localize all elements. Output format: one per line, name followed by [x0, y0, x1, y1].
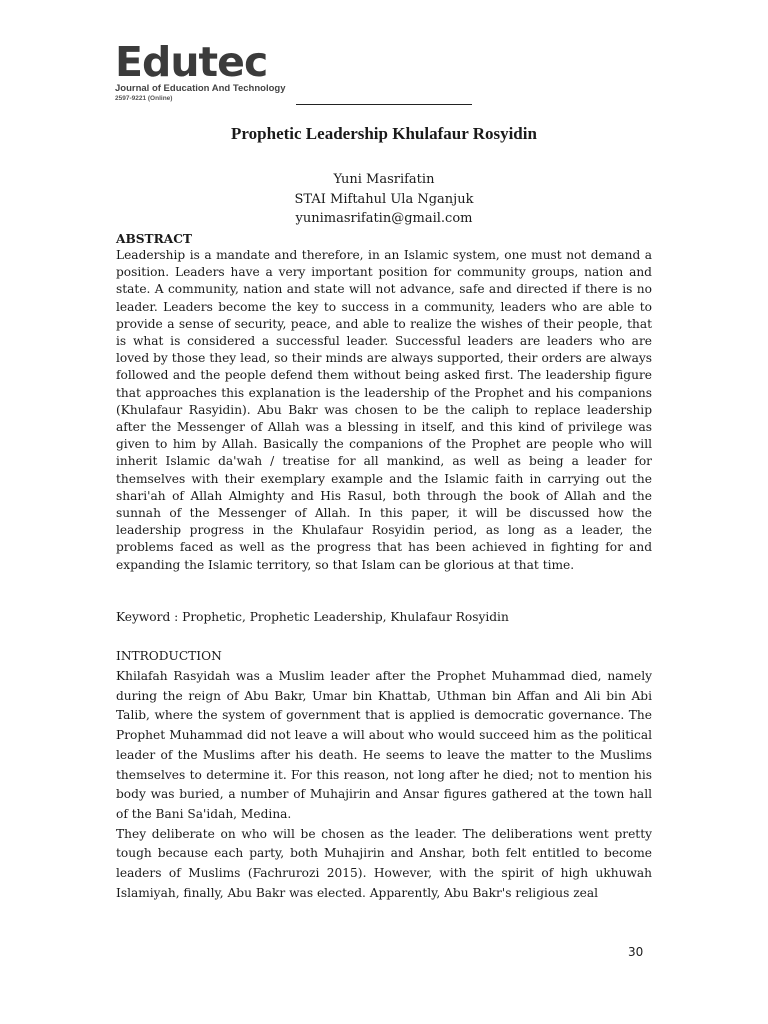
- introduction-paragraph: They deliberate on who will be chosen as the leader. The deliberations went pretty tough because each party, both Muhajirin and Anshar, both felt entitled to become leaders of Muslims (Fachrurozi 2015). However, with the spirit of high ukhuwah Islamiyah, finally, Abu Bakr was elected. Apparently, Abu Bakr's religious zeal: [116, 826, 652, 900]
- journal-subtitle: Journal of Education And Technology: [115, 83, 286, 94]
- author-affiliation: STAI Miftahul Ula Nganjuk: [294, 191, 474, 207]
- introduction-paragraph: Khilafah Rasyidah was a Muslim leader after the Prophet Muhammad died, namely during the reign of Abu Bakr, Umar bin Khattab, Uthman bin Affan and Ali bin Abi Talib, where the system of government that is applied is democratic governance. The Prophet Muhammad did not leave a will about who would succeed him as the political leader of the Muslims after his death. He seems to leave the matter to the Muslims themselves to determine it. For this reason, not long after he died; not to mention his body was buried, a number of Muhajirin and Ansar figures gathered at the town hall of the Bani Sa'idah, Medina.: [116, 669, 652, 821]
- page-number: 30: [628, 945, 644, 959]
- introduction-heading: INTRODUCTION: [116, 649, 222, 663]
- author-name: Yuni Masrifatin: [333, 172, 435, 187]
- header-divider: [296, 104, 472, 105]
- abstract-text: Leadership is a mandate and therefore, in an Islamic system, one must not demand a position. Leaders have a very important position for community groups, nation and state. A community, nation and state will not advance, safe and directed if there is no leader. Leaders become the key to success in a community, leaders who are able to provide a sense of security, peace, and able to realize the wishes of their people, that is what is considered a successful leader. Successful leaders are leaders who are loved by those they lead, so their minds are always supported, their orders are always followed and the people defend them without being asked first. The leadership figure that approaches this explanation is the leadership of the Prophet and his companions (Khulafaur Rasyidin). Abu Bakr was chosen to be the caliph to replace leadership after the Messenger of Allah was a blessing in itself, and this kind of privilege was given to him by Allah. Basically the companions of the Prophet are people who will inherit Islamic da'wah / treatise for all mankind, as well as being a leader for themselves with their exemplary example and the Islamic faith in carrying out the shari'ah of Allah Almighty and His Rasul, both through the book of Allah and the sunnah of the Messenger of Allah. In this paper, it will be discussed how the leadership progress in the Khulafaur Rosyidin period, as long as a leader, the problems faced as well as the progress that has been achieved in fighting for and expanding the Islamic territory, so that Islam can be glorious at that time.: [116, 248, 652, 572]
- author-block: [0, 170, 768, 229]
- journal-logo: [115, 38, 315, 103]
- journal-name: Edutec: [115, 38, 268, 86]
- author-email: yunimasrifatin@gmail.com: [295, 211, 473, 226]
- keywords: Keyword : Prophetic, Prophetic Leadership, Khulafaur Rosyidin: [116, 610, 509, 624]
- abstract-heading: ABSTRACT: [116, 232, 192, 246]
- journal-issn: 2597-9221 (Online): [115, 95, 173, 102]
- article-title: Prophetic Leadership Khulafaur Rosyidin: [231, 124, 537, 143]
- introduction-body: [116, 667, 652, 903]
